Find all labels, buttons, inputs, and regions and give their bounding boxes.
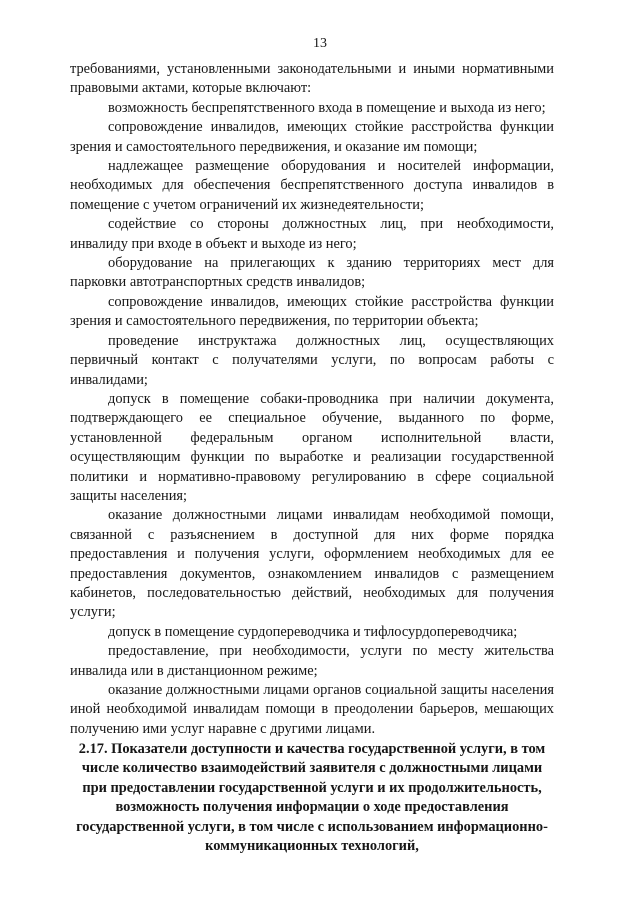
paragraph-entrance-exit: возможность беспрепятственного входа в помещение и выхода из него; [108,99,546,116]
paragraph-staff-assistance: содействие со стороны должностных лиц, при необходимости, инвалиду при входе в объект и выходе из него; [70,216,554,252]
paragraph-parking: оборудование на прилегающих к зданию территориях мест для парковки автотранспортных средств инвалидов; [70,255,554,291]
paragraph-escort-assistance: сопровождение инвалидов, имеющих стойкие расстройства функции зрения и самостоятельного передвижения, и оказание им помощи; [70,119,554,155]
paragraph-interpreters: допуск в помещение сурдопереводчика и тифлосурдопереводчика; [108,623,518,640]
paragraph-staff-help: оказание должностными лицами инвалидам необходимой помощи, связанной с разъяснением в доступной для них форме порядка предоставления и получения услуги, оформлением необходимых для ее предоставления документов, ознакомлением инвалидов с размещением кабинетов, последовательностью действий, необходимых для получения услуги; [70,507,554,621]
page-number: 13 [313,36,327,51]
paragraph-barrier-help: оказание должностными лицами органов социальной защиты населения иной необходимой инвалидам помощи в преодолении барьеров, мешающих получению ими услуг наравне с другими лицами. [70,682,554,737]
paragraph-equipment-placement: надлежащее размещение оборудования и носителей информации, необходимых для обеспечения беспрепятственного доступа инвалидов в помещение с учетом ограничений их жизнедеятельности; [70,158,554,213]
paragraph-escort-territory: сопровождение инвалидов, имеющих стойкие расстройства функции зрения и самостоятельного передвижения, по территории объекта; [70,293,554,330]
paragraph-intro: требованиями, установленными законодательными и иными нормативными правовыми актами, которые включают: [70,61,554,97]
paragraph-guide-dog: допуск в помещение собаки-проводника при наличии документа, подтверждающего ее специальное обучение, выданного по форме, установленной федеральным органом исполнительной власти, осуществляющим функции по выработке и реализации государственной политики и нормативно-правовому регулированию в сфере социальной защиты населения; [70,390,554,504]
paragraph-staff-briefing: проведение инструктажа должностных лиц, осуществляющих первичный контакт с получателями услуги, по вопросам работы с инвалидами; [70,332,554,388]
section-heading: 2.17. Показатели доступности и качества государственной услуги, в том числе количество взаимодействий заявителя с должностными лицами при предоставлении государственной услуги и их продолжительность, возможность получения информации о ходе предоставления государственной услуги, в том числе с использованием информационно-коммуникационных технологий, [76,741,548,855]
paragraph-remote-service: предоставление, при необходимости, услуги по месту жительства инвалида или в дистанционном режиме; [70,643,554,679]
body-text [70,60,554,739]
